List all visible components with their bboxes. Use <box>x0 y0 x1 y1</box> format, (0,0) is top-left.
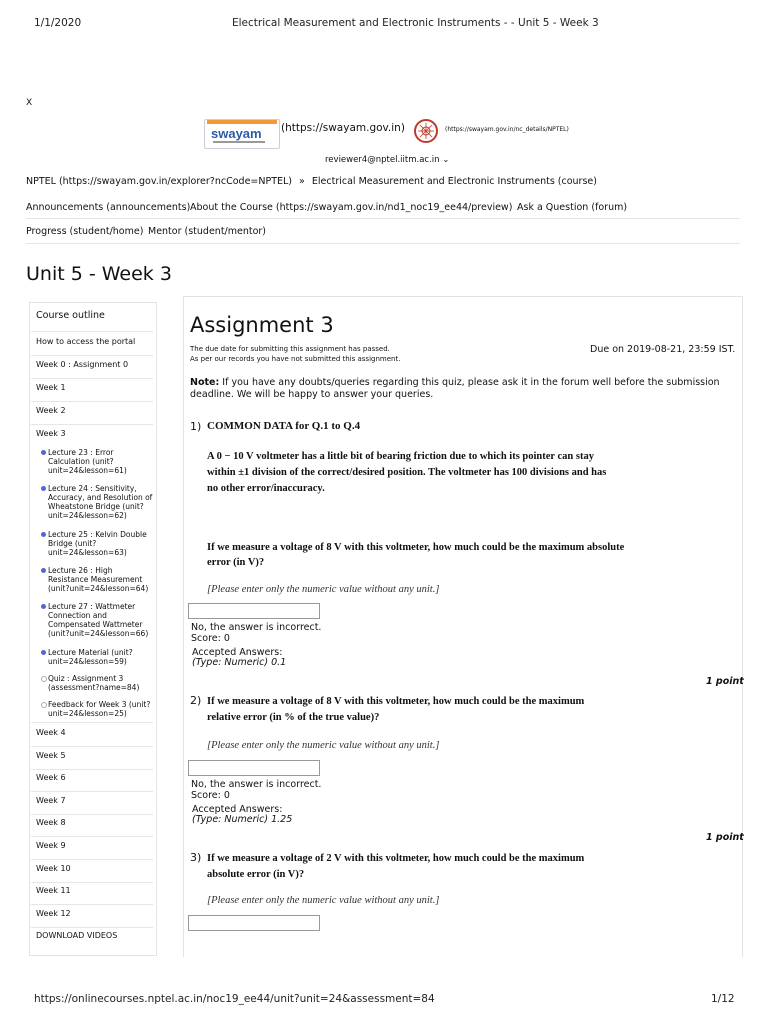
note-label: Note: <box>190 377 220 388</box>
question-3-hint: [Please enter only the numeric value without any unit.] <box>207 895 440 906</box>
lesson-23[interactable]: Lecture 23 : Error Calculation (unit? unit=24&lesson=61) <box>41 448 151 475</box>
sidebar-item-download-videos[interactable]: DOWNLOAD VIDEOS <box>36 931 118 940</box>
sidebar-item-week11[interactable]: Week 11 <box>31 885 153 905</box>
due-passed-text: The due date for submitting this assignment has passed. <box>190 345 390 353</box>
sidebar-divider <box>31 722 153 723</box>
bullet-dot-icon <box>41 486 46 491</box>
swayam-logo-bar <box>207 120 277 124</box>
question-2-answer-input[interactable] <box>188 760 320 776</box>
question-2-accepted: Accepted Answers: (Type: Numeric) 1.25 <box>192 804 293 825</box>
lesson-26[interactable]: Lecture 26 : High Resistance Measurement (unit?unit=24&lesson=64) <box>41 566 151 593</box>
note <box>190 377 738 400</box>
sidebar-item-week10[interactable]: Week 10 <box>31 863 153 883</box>
sidebar-item-week9[interactable]: Week 9 <box>31 840 153 860</box>
lesson-quiz-assignment3[interactable]: Quiz : Assignment 3 (assessment?name=84) <box>41 674 151 692</box>
sidebar-item-week8[interactable]: Week 8 <box>31 817 153 837</box>
nav-ask-question[interactable]: Ask a Question (forum) <box>517 202 628 213</box>
bullet-hollow-icon <box>41 676 47 682</box>
question-3-number: 3) <box>190 851 202 864</box>
bullet-dot-icon <box>41 604 46 609</box>
question-1-number: 1) <box>190 420 202 433</box>
question-1-accepted: Accepted Answers: (Type: Numeric) 0.1 <box>192 647 287 668</box>
course-outline-heading: Course outline <box>36 310 105 321</box>
nav-announcements[interactable]: Announcements (announcements) <box>26 202 191 213</box>
lesson-25[interactable]: Lecture 25 : Kelvin Double Bridge (unit? unit=24&lesson=63) <box>41 530 151 557</box>
close-button[interactable]: X <box>26 98 33 108</box>
swayam-logo-tagline <box>213 141 265 143</box>
question-3-text: If we measure a voltage of 2 V with this voltmeter, how much could be the maximum absolute error (in V)? <box>207 853 585 880</box>
due-date: Due on 2019-08-21, 23:59 IST. <box>590 344 736 355</box>
question-1-feedback: No, the answer is incorrect. Score: 0 <box>191 622 322 644</box>
page-title: Unit 5 - Week 3 <box>26 263 172 285</box>
sidebar-item-week2[interactable]: Week 2 <box>31 405 153 425</box>
swayam-logo-text: swayam <box>211 126 262 141</box>
sidebar-item-week5[interactable]: Week 5 <box>31 750 153 770</box>
user-menu[interactable] <box>325 155 449 165</box>
bullet-dot-icon <box>41 650 46 655</box>
note-text: If you have any doubts/queries regarding this quiz, please ask it in the forum well before the submission <box>222 377 720 388</box>
question-2-feedback: No, the answer is incorrect. Score: 0 <box>191 779 322 801</box>
question-1-accepted-answer: (Type: Numeric) 0.1 <box>192 657 287 668</box>
sidebar-item-week3[interactable]: Week 3 <box>36 429 66 438</box>
user-email: reviewer4@nptel.iitm.ac.in <box>325 155 440 165</box>
question-2-accepted-answer: (Type: Numeric) 1.25 <box>192 814 293 825</box>
swayam-logo[interactable] <box>204 119 280 149</box>
bullet-dot-icon <box>41 568 46 573</box>
sidebar-item-week7[interactable]: Week 7 <box>31 795 153 815</box>
lesson-24[interactable]: Lecture 24 : Sensitivity, Accuracy, and Resolution of Wheatstone Bridge (unit? unit=24&lesson=62) <box>41 484 153 520</box>
not-submitted-text: As per our records you have not submitted this assignment. <box>190 355 401 363</box>
breadcrumb-nptel[interactable]: NPTEL (https://swayam.gov.in/explorer?ncCode=NPTEL) <box>26 176 293 187</box>
common-data-heading: COMMON DATA for Q.1 to Q.4 <box>207 420 361 432</box>
nptel-wheel-icon <box>416 121 436 141</box>
question-1-hint: [Please enter only the numeric value without any unit.] <box>207 584 440 595</box>
question-1-points: 1 point <box>706 676 744 687</box>
question-3-answer-input[interactable] <box>188 915 320 931</box>
question-2-number: 2) <box>190 694 202 707</box>
assignment-title: Assignment 3 <box>190 313 334 337</box>
print-title: Electrical Measurement and Electronic Instruments - - Unit 5 - Week 3 <box>232 17 599 29</box>
note-text-2: deadline. We will be happy to answer your queries. <box>190 388 434 400</box>
nav-mentor[interactable]: Mentor (student/mentor) <box>148 226 267 237</box>
question-2-hint: [Please enter only the numeric value without any unit.] <box>207 740 440 751</box>
sidebar-item-week4[interactable]: Week 4 <box>31 727 153 747</box>
lesson-material[interactable]: Lecture Material (unit? unit=24&lesson=59) <box>41 648 151 666</box>
nav-divider-2 <box>26 243 740 244</box>
bullet-dot-icon <box>41 450 46 455</box>
common-data-text: A 0 − 10 V voltmeter has a little bit of bearing friction due to which its pointer can stay within ±1 division of the correct/desired position. The voltmeter has 100 divisions and has no other error/inaccuracy. <box>207 451 607 494</box>
question-1-answer-input[interactable] <box>188 603 320 619</box>
question-2-points: 1 point <box>706 832 744 843</box>
bullet-hollow-icon <box>41 702 47 708</box>
breadcrumb-course[interactable]: Electrical Measurement and Electronic Instruments (course) <box>311 176 597 187</box>
nptel-logo[interactable] <box>414 119 438 143</box>
breadcrumb-separator: » <box>299 176 305 187</box>
print-page-number: 1/12 <box>711 993 735 1005</box>
sidebar-item-week1[interactable]: Week 1 <box>31 382 153 402</box>
question-1-text: If we measure a voltage of 8 V with this voltmeter, how much could be the maximum absolute error (in V)? <box>207 542 625 568</box>
print-date: 1/1/2020 <box>34 17 82 29</box>
lesson-27[interactable]: Lecture 27 : Wattmeter Connection and Compensated Wattmeter (unit?unit=24&lesson=66) <box>41 602 151 638</box>
sidebar-item-week6[interactable]: Week 6 <box>31 772 153 792</box>
question-2-text: If we measure a voltage of 8 V with this voltmeter, how much could be the maximum relative error (in % of the true value)? <box>207 696 585 723</box>
sidebar-item-week12[interactable]: Week 12 <box>31 908 153 928</box>
sidebar-item-portal[interactable]: How to access the portal <box>31 336 153 356</box>
swayam-link[interactable]: (https://swayam.gov.in) <box>281 122 405 134</box>
nav-divider <box>26 218 740 219</box>
chevron-down-icon: ⌄ <box>442 155 450 165</box>
sidebar-divider <box>31 331 153 332</box>
lesson-feedback-week3[interactable]: Feedback for Week 3 (unit? unit=24&lesson=25) <box>41 700 153 718</box>
nav-about-course[interactable]: About the Course (https://swayam.gov.in/nd1_noc19_ee44/preview) <box>190 202 513 213</box>
print-url: https://onlinecourses.nptel.ac.in/noc19_ee44/unit?unit=24&assessment=84 <box>34 993 435 1005</box>
breadcrumb <box>26 176 597 187</box>
nav-progress[interactable]: Progress (student/home) <box>26 226 144 237</box>
nptel-link[interactable]: (https://swayam.gov.in/nc_details/NPTEL) <box>445 126 569 133</box>
sidebar-item-week0[interactable]: Week 0 : Assignment 0 <box>31 359 153 379</box>
bullet-dot-icon <box>41 532 46 537</box>
